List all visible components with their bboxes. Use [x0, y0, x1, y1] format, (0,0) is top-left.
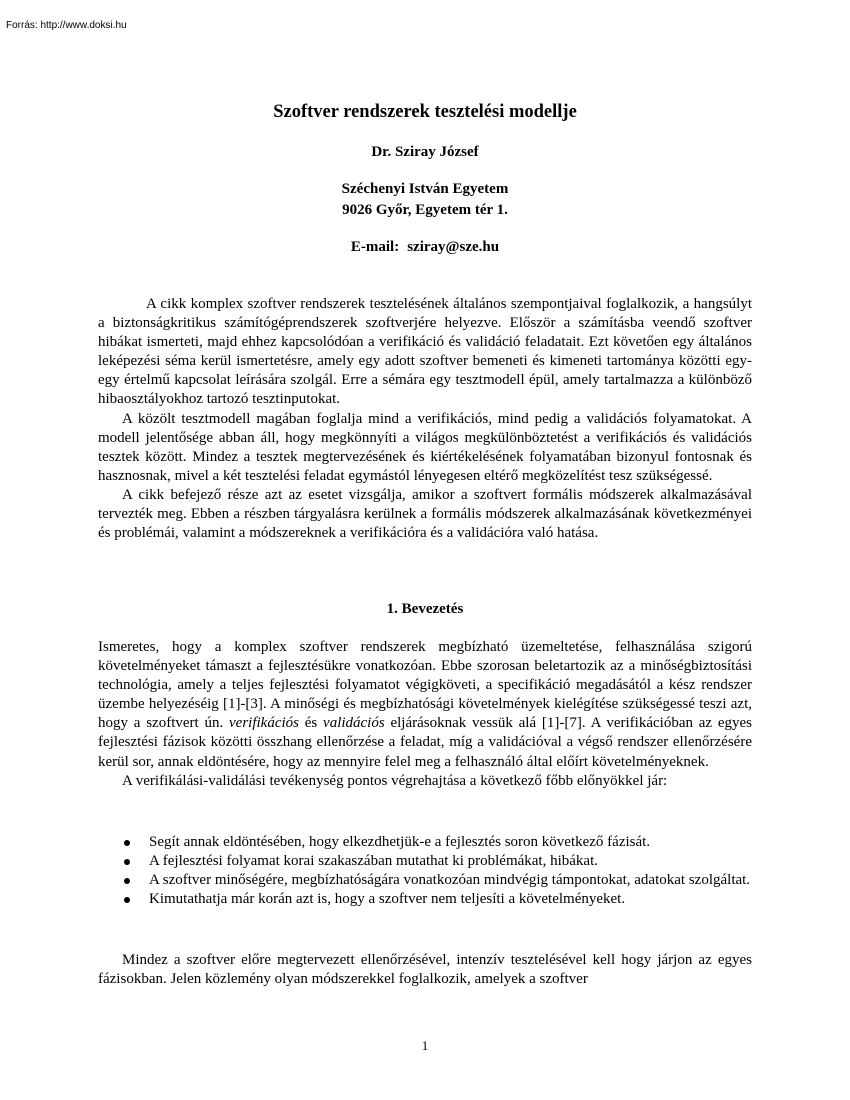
abstract-paragraph: A cikk befejező része azt az esetet vizsgálja, amikor a szoftvert formális módszerek alkalmazásával tervezték meg. Ebben a részben tárgyalásra kerülnek a formális módszerek alkalmazásának következményei és problémái, valamint a módszereknek a verifikációra és a validációra való hatása.: [98, 486, 752, 542]
abstract: [98, 295, 752, 543]
source-line: Forrás: http://www.doksi.hu: [6, 20, 127, 31]
section-body: [98, 638, 752, 791]
bullet-icon: [124, 859, 130, 865]
author-name: Dr. Sziray József: [371, 144, 479, 160]
paragraph-text: eljárásoknak vessük alá [1]-[7]. A verifikációban az egyes fejlesztési fázisok közötti összhang ellenőrzése a feladat, míg a validációval a végső rendszer ellenőrzésére kerül sor, annak eldöntésére, hogy az mennyire felel meg a felhasználó által előírt követelményeknek.: [98, 715, 753, 770]
closing-paragraph-block: [98, 951, 752, 989]
list-item: [98, 871, 752, 890]
email-address: sziray@sze.hu: [407, 239, 500, 255]
list-item-text: Kimutathatja már korán azt is, hogy a szoftver nem teljesíti a követelményeket.: [149, 891, 626, 908]
email-label: E-mail:: [350, 239, 400, 255]
paragraph-text: és: [298, 715, 324, 732]
paper-title: Szoftver rendszerek tesztelési modellje: [273, 102, 577, 122]
list-item: [98, 833, 752, 852]
institution-name: Széchenyi István Egyetem: [341, 181, 509, 197]
bullet-icon: [124, 840, 130, 846]
list-item-text: A fejlesztési folyamat korai szakaszában mutathat ki problémákat, hibákat.: [149, 853, 599, 870]
section-heading: 1. Bevezetés: [386, 601, 464, 617]
email-line: [0, 238, 850, 256]
emphasis-validation: validációs: [323, 715, 385, 732]
paragraph-text: Ismeretes, hogy a komplex szoftver rendszerek megbízható üzemeltetése, felhasználása szigorú követelményeket támaszt a fejlesztésükre vonatkozóan. Ebbe szorosan beletartozik az a minőségbiztosítási technológia, amely a teljes fejlesztési folyamatot végigköveti, a specifikáció megadásától a kész rendszer üzembe helyezéséig [1]-[3]. A minőségi és megbízhatósági követelmények kielégítése szükségessé teszi azt, hogy a szoftvert ún.: [98, 639, 752, 732]
list-item: [98, 890, 752, 909]
list-item: [98, 852, 752, 871]
section-paragraph: [98, 638, 752, 772]
emphasis-verification: verifikációs: [229, 715, 299, 732]
list-item-text: A szoftver minőségére, megbízhatóságára vonatkozóan mindvégig támpontokat, adatokat szolgáltat.: [149, 872, 751, 889]
abstract-paragraph: A közölt tesztmodell magában foglalja mind a verifikációs, mind pedig a validációs folyamatokat. A modell jelentősége abban áll, hogy megkönnyíti a világos megkülönböztetést a verifikációs és validációs tesztek között. Mindez a tesztek megtervezésének és kiértékelésének folyamatában bizonyul fontosnak és hasznosnak, mivel a két tesztelési feladat egymástól lényegesen eltérő megközelítést tesz szükségessé.: [98, 410, 752, 484]
institution-address: 9026 Győr, Egyetem tér 1.: [342, 202, 508, 218]
abstract-paragraph: A cikk komplex szoftver rendszerek tesztelésének általános szempontjaival foglalkozik, a hangsúlyt a biztonságkritikus számítógéprendszerek szoftverjére helyezve. Először a számításba veendő szoftver hibákat ismerteti, majd ehhez kapcsolódóan a verifikáció és validáció feladatait. Ezt követően egy általános leképezési séma kerül ismertetésre, amely egy adott szoftver bemeneti és kimeneti tartománya közötti egy-egy értelmű kapcsolat leírására szolgál. Erre a sémára egy tesztmodell épül, amely tartalmazza a különböző hibaosztályokhoz tartozó tesztinputokat.: [98, 296, 752, 408]
bullet-list: [98, 833, 752, 909]
bullet-icon: [124, 878, 130, 884]
page-number: 1: [421, 1038, 429, 1053]
list-item-text: Segít annak eldöntésében, hogy elkezdhetjük-e a fejlesztés soron következő fázisát.: [149, 834, 651, 850]
section-paragraph: Mindez a szoftver előre megtervezett ellenőrzésével, intenzív tesztelésével kell hogy járjon az egyes fázisokban. Jelen közlemény olyan módszerekkel foglalkozik, amelyek a szoftver: [98, 952, 752, 988]
bullet-icon: [124, 897, 130, 903]
section-paragraph: A verifikálási-validálási tevékenység pontos végrehajtása a következő főbb előnyökkel jár:: [122, 772, 668, 789]
